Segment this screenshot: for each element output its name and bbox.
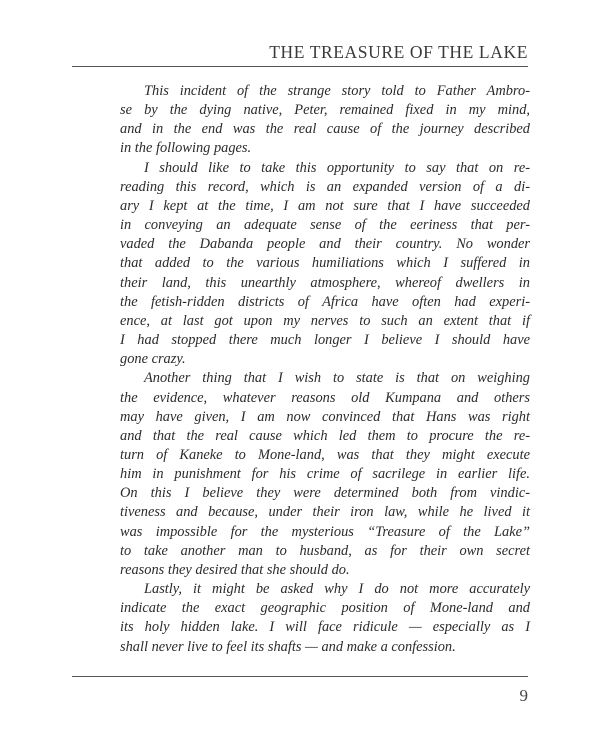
text-line: tiveness and because, under their iron law, while he lived it (120, 504, 530, 521)
text-line: and that the real cause which led them to procure the re- (120, 427, 530, 444)
text-line: in conveying an adequate sense of the eeriness that per- (120, 217, 530, 234)
text-line: gone crazy. (120, 351, 186, 368)
text-line: vaded the Dabanda people and their country. No wonder (120, 236, 530, 253)
page-number: 9 (519, 686, 528, 705)
footer-rule (72, 676, 528, 677)
text-line: Another thing that I wish to state is that on weighing (144, 370, 530, 387)
text-line: in the following pages. (120, 140, 252, 157)
paragraph (120, 580, 530, 657)
text-line: This incident of the strange story told to Father Ambro- (144, 83, 530, 99)
text-line: ence, at last got upon my nerves to such an extent that if (120, 312, 530, 329)
text-line: ary I kept at the time, I am not sure that I have succeeded (120, 197, 530, 214)
header-rule (72, 66, 528, 67)
text-line: I had stopped there much longer I believe I should have (120, 332, 530, 349)
text-line: turn of Kaneke to Mone-land, was that they might execute (120, 446, 530, 463)
text-line: was impossible for the mysterious “Treasure of the Lake” (120, 523, 530, 540)
text-line: the fetish-ridden districts of Africa have often had experi- (120, 293, 530, 310)
text-line: reading this record, which is an expanded version of a di- (120, 178, 530, 195)
body-text (120, 82, 530, 657)
text-line: I should like to take this opportunity to say that on re- (144, 159, 530, 176)
text-line: their land, this unearthly atmosphere, whereof dwellers in (120, 274, 530, 291)
paragraph (120, 82, 530, 159)
text-line: him in punishment for his crime of sacrilege in earlier life. (120, 466, 530, 483)
paragraph (120, 159, 530, 370)
text-line: to take another man to husband, as for their own secret (120, 542, 530, 559)
text-line: that added to the various humiliations which I suffered in (120, 255, 530, 272)
text-line: its holy hidden lake. I will face ridicule — especially as I (120, 619, 530, 636)
running-title: THE TREASURE OF THE LAKE (269, 42, 528, 62)
text-line: the evidence, whatever reasons old Kumpana and others (120, 389, 530, 406)
text-line: shall never live to feel its shafts — and make a confession. (120, 638, 456, 655)
text-line: indicate the exact geographic position of Mone-land and (120, 600, 530, 617)
text-line: On this I believe they were determined both from vindic- (120, 485, 530, 502)
text-line: Lastly, it might be asked why I do not more accurately (144, 581, 530, 598)
paragraph (120, 369, 530, 580)
text-line: may have given, I am now convinced that Hans was right (120, 408, 530, 425)
text-line: reasons they desired that she should do. (120, 561, 350, 578)
text-line: se by the dying native, Peter, remained fixed in my mind, (120, 102, 530, 119)
text-line: and in the end was the real cause of the journey described (120, 121, 530, 138)
